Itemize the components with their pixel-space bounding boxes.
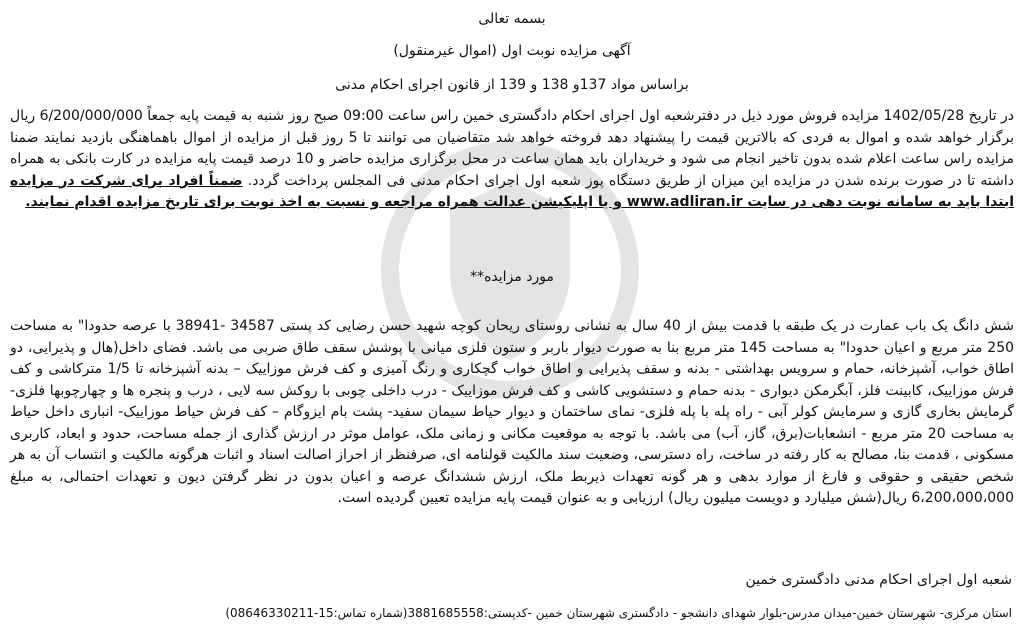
intro-paragraph <box>10 106 1014 214</box>
heading-law-reference: براساس مواد 137و 138 و 139 از قانون اجرای احکام مدنی <box>335 77 689 93</box>
issuer-signature: شعبه اول اجرای احکام مدنی دادگستری خمین <box>745 572 1012 588</box>
heading-title: آگهی مزایده نوبت اول (اموال غیرمنقول) <box>393 43 631 59</box>
heading-bismillah: بسمه تعالی <box>478 11 546 27</box>
footer-address: استان مرکزی- شهرستان خمین-میدان مدرس-بلوار شهدای دانشجو - دادگستری شهرستان خمین -کدپستی:3881685558(شماره تماس:15-08646330211) <box>225 606 1012 620</box>
intro-text: در تاریخ 1402/05/28 مزایده فروش مورد ذیل در دفترشعبه اول اجرای احکام دادگستری خمین راس ساعت 09:00 صبح روز شنبه به قیمت پایه جمعاً 6/200/000/000 ریال برگزار خواهد شده و اموال به فردی که بالاترین قیمت را پیشنهاد دهد فروخته خواهد شد متقاضیان می توانند تا 5 روز قبل از مزایده از اموال باهماهنگی بازدید نمایند ضمنا مزایده راس ساعت اعلام شده بدون تاخیر انجام می شود و خریداران باید همان ساعت در محل برگزاری مزایده حاضر و 10 درصد قیمت پایه مزایده در کارت بانکی به همراه داشته تا در صورت برنده شدن در مزایده این میزان از طریق دستگاه پوز شعبه اول اجرای احکام مدنی فی المجلس پرداخت گردد. <box>10 108 1015 189</box>
property-description: شش دانگ یک باب عمارت در یک طبقه با قدمت بیش از 40 سال به نشانی روستای ریحان کوچه شهید حسن رضایی کد پستی 34587 -38941 با عرصه حدودا" به مساحت 250 متر مربع و اعیان حدودا" به مساحت 145 متر مربع بنا به صورت دیوار باربر و ستون فلزی میانی با پوشش سقف طاق ضربی می باشد. فضای داخل(هال و پذیرایی، دو اطاق خواب، آشپزخانه، حمام و سرویس بهداشتی - بدنه و سقف پذیرایی و اطاق خواب گچکاری و رنگ آمیزی و کف فرش موزاییک – بدنه آشپزخانه تا 1/5 مترکاشی و کف فرش موزاییک، کابینت فلز، آبگرمکن دیواری - بدنه حمام و دستشویی کاشی و کف فرش موزاییک - درب داخلی چوبی با روکش سه لایی ، درب و پنجره ها و چهارچوبها فلزی- گرمایش بخاری گازی و سرمایش کولر آبی - راه پله با پله فلزی- نمای ساختمان و دیوار حیاط سیمان سفید- پشت بام ایزوگام – کف فرش حیاط موزاییک- انباری داخل حیاط به مساحت 20 متر مربع - انشعابات(برق، گاز، آب) می باشد. با توجه به موقعیت مکانی و زمانی ملک، عوامل موثر در ارزش گذاری از جمله مساحت، حدود و ابعاد، کاربری مسکونی ، قدمت بنا، مصالح به کار رفته در ساخت، راه دسترسی، وضعیت سند مالکیت قولنامه ای، صرفنظر از احراز اصالت اسناد و اثبات هرگونه مالکیت و انتساب آن به هر شخص حقیقی و حقوقی و فارغ از موارد بدهی و هر گونه تعهدات ذیربط ملک، ارزش ششدانگ عرصه و اعیان بدون در نظر گرفتن دیون و تعهدات احتمالی، به مبلغ 6،200،000،000 ریال(شش میلیارد و دویست میلیون ریال) ارزیابی و به عنوان قیمت پایه مزایده تعیین گردیده است. <box>10 318 1015 506</box>
item-title: مورد مزایده** <box>470 269 554 285</box>
intro-bold-note: ضمناً افراد برای شرکت در مزایده ابتدا باید به سامانه نوبت دهی در سایت www.adliran.ir و یا اپلیکیشن عدالت همراه مراجعه و نسبت به اخذ نوبت برای تاریخ مزایده اقدام نمایند. <box>10 172 1014 210</box>
